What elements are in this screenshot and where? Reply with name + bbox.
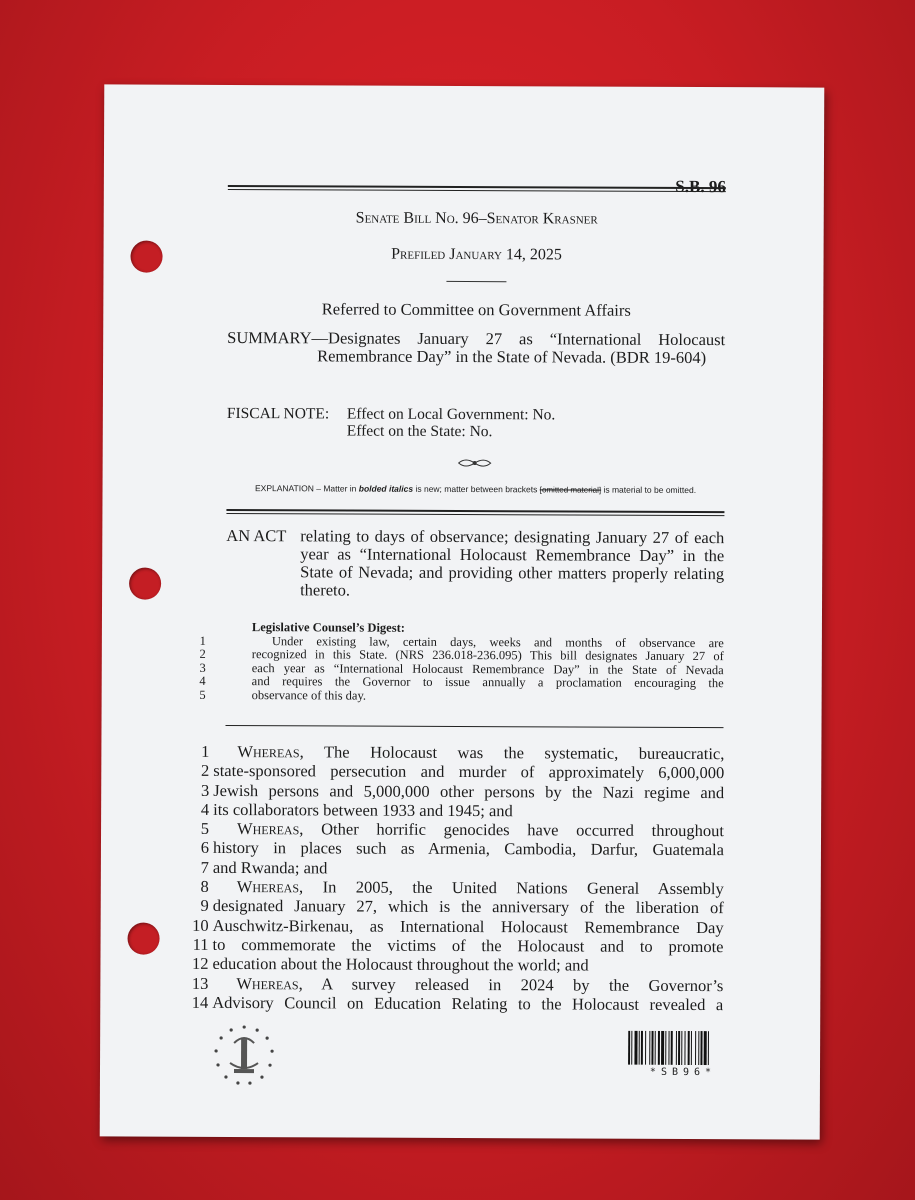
- bill-number: S.B. 96: [675, 176, 726, 197]
- line-number: 3: [199, 660, 206, 675]
- body-line: [185, 761, 725, 783]
- summary-text: Designates January 27 as “International Holocaust Remembrance Day” in the State of Nevada. (BDR 19-604): [317, 328, 726, 368]
- body-line: [185, 915, 725, 937]
- line-number: 14: [191, 992, 209, 1012]
- body-text: Whereas, In 2005, the United Nations General Assembly: [236, 877, 724, 899]
- act-clause: [226, 527, 724, 601]
- body-text: state-sponsored persecution and murder of approximately 6,000,000: [213, 761, 725, 783]
- barcode-icon: [628, 1031, 738, 1065]
- body-text: its collaborators between 1933 and 1945; and: [213, 799, 513, 821]
- punch-hole: [128, 923, 160, 955]
- summary: [227, 329, 725, 367]
- fiscal-label: FISCAL NOTE:: [226, 404, 330, 423]
- body-line: [184, 954, 724, 976]
- act-label: AN ACT: [226, 525, 287, 546]
- body-line: [184, 973, 724, 995]
- body-line: [185, 877, 725, 899]
- body-text: designated January 27, which is the anniversary of the liberation of: [212, 896, 724, 918]
- explanation: EXPLANATION – Matter in bolded italics is new; matter between brackets [omitted material] is material to be omitted.: [254, 483, 697, 496]
- line-number: 7: [200, 857, 209, 877]
- line-number: 2: [201, 761, 210, 781]
- line-number: 8: [200, 876, 209, 896]
- punch-hole: [130, 241, 162, 273]
- body-text: Auschwitz-Birkenau, as International Holocaust Remembrance Day: [212, 915, 724, 937]
- body-text: Whereas, The Holocaust was the systematic, bureaucratic,: [237, 742, 725, 764]
- bill-page: [100, 84, 825, 1139]
- digest-text: each year as “International Holocaust Remembrance Day” in the State of Nevada: [251, 660, 724, 677]
- committee-referral: Referred to Committee on Government Affairs: [321, 299, 631, 320]
- body-line: [185, 935, 725, 957]
- prefiled-date: Prefiled January 14, 2025: [391, 245, 562, 264]
- line-number: 1: [199, 633, 206, 648]
- line-number: 3: [200, 780, 210, 800]
- nevada-seal-icon: [212, 1023, 276, 1087]
- body-text: Advisory Council on Education Relating to the Holocaust revealed a: [212, 992, 724, 1015]
- line-number: 5: [200, 819, 210, 839]
- digest-text: and requires the Governor to issue annually a proclamation encouraging the: [251, 674, 724, 691]
- section-rule: [226, 513, 724, 516]
- body-text: Jewish persons and 5,000,000 other persons by the Nazi regime and: [213, 780, 725, 802]
- line-number: 6: [200, 838, 210, 858]
- digest-rule: [226, 725, 724, 728]
- line-number: 12: [191, 954, 209, 974]
- digest-line: [186, 688, 726, 704]
- ornament-icon: [458, 456, 492, 470]
- body-line: [184, 993, 724, 1015]
- divider: [446, 281, 506, 282]
- bill-body: [184, 742, 725, 1015]
- body-line: [185, 838, 725, 860]
- line-number: 13: [191, 973, 209, 993]
- body-text: and Rwanda; and: [212, 857, 328, 878]
- body-line: [185, 858, 725, 880]
- line-number: 9: [200, 896, 209, 916]
- body-line: [185, 742, 725, 764]
- line-number: 11: [192, 934, 209, 954]
- act-text: relating to days of observance; designating January 27 of each year as “International Holocaust Remembrance Day” in the State of Nevada; and providing other matters properly relating thereto.: [300, 526, 725, 600]
- line-number: 10: [192, 915, 209, 935]
- digest-text: observance of this day.: [251, 687, 367, 703]
- digest-heading: Legislative Counsel’s Digest:: [251, 620, 405, 635]
- legislative-digest: [186, 621, 726, 704]
- fiscal-state: Effect on the State: No.: [346, 422, 493, 441]
- digest-text: recognized in this State. (NRS 236.018-236.095) This bill designates January 27 of: [251, 647, 724, 664]
- body-text: Whereas, Other horrific genocides have occurred throughout: [237, 819, 725, 841]
- line-number: 1: [201, 741, 210, 761]
- line-number: 4: [200, 799, 210, 819]
- body-text: education about the Holocaust throughout the world; and: [212, 954, 589, 975]
- punch-hole: [129, 568, 161, 600]
- body-text: Whereas, A survey released in 2024 by the Governor’s: [236, 973, 724, 995]
- summary-label: SUMMARY—: [227, 327, 329, 348]
- bill-title: Senate Bill No. 96–Senator Krasner: [355, 209, 598, 228]
- header-rule: [228, 189, 726, 192]
- barcode-text: *SB96*: [649, 1066, 717, 1079]
- body-line: [185, 780, 725, 802]
- body-line: [185, 800, 725, 822]
- body-line: [185, 896, 725, 918]
- body-line: [185, 819, 725, 841]
- body-text: to commemorate the victims of the Holocaust and to promote: [212, 934, 724, 957]
- digest-text: Under existing law, certain days, weeks and months of observance are: [271, 633, 724, 650]
- body-text: history in places such as Armenia, Cambodia, Darfur, Guatemala: [212, 838, 725, 860]
- line-number: 5: [199, 687, 206, 702]
- fiscal-local: Effect on Local Government: No.: [346, 405, 556, 424]
- line-number: 4: [199, 673, 206, 688]
- line-number: 2: [199, 646, 206, 661]
